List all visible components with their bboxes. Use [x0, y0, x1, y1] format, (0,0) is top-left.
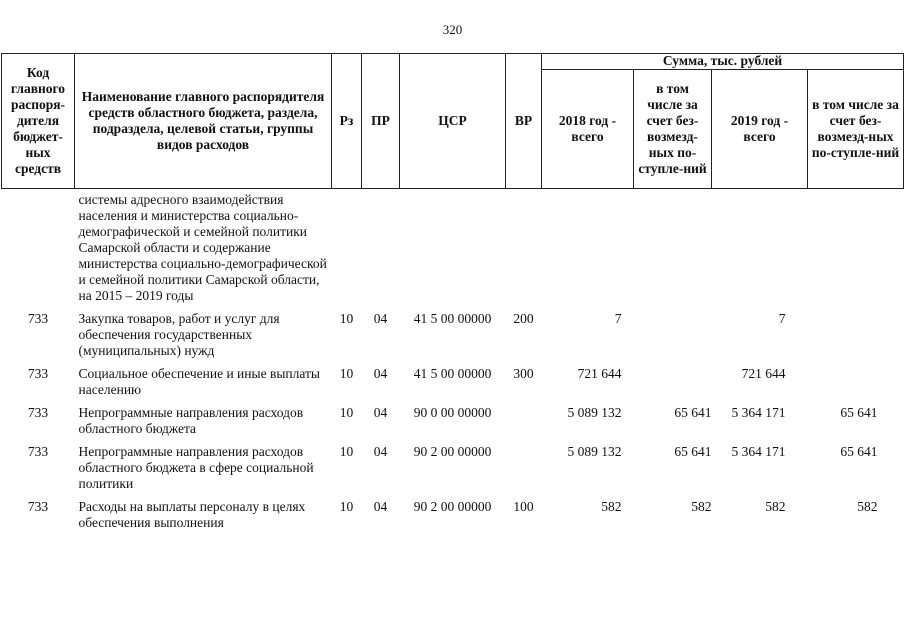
cell-vr	[506, 437, 542, 492]
cell-2018-grants	[634, 304, 712, 359]
table-row	[2, 492, 904, 531]
cell-code: 733	[27, 405, 49, 420]
header-pr: ПР	[362, 54, 400, 189]
header-2018-total: 2018 год - всего	[542, 70, 634, 189]
cell-vr	[506, 398, 542, 437]
cell-2019-total: 7	[778, 311, 786, 326]
cell-2019-total: 582	[765, 499, 786, 514]
table-body	[2, 189, 904, 532]
cell-2018-grants	[634, 189, 712, 305]
cell-2018-grants: 65 641	[674, 405, 712, 420]
cell-code: 733	[27, 444, 49, 459]
cell-2019-total: 5 364 171	[731, 405, 786, 420]
cell-vr: 100	[513, 499, 534, 514]
cell-csr: 90 2 00 00000	[413, 499, 492, 514]
cell-pr: 04	[373, 405, 388, 420]
cell-2019-total: 5 364 171	[731, 444, 786, 459]
cell-pr	[362, 189, 400, 305]
header-2019-grants: в том числе за счет без-возмезд-ных по-ступле-ний	[808, 70, 904, 189]
header-2018-grants: в том числе за счет без-возмезд-ных по-ступле-ний	[634, 70, 712, 189]
cell-name: Непрограммные направления расходов областного бюджета	[78, 405, 304, 436]
cell-2019-grants	[808, 189, 904, 305]
table-row	[2, 437, 904, 492]
cell-code: 733	[27, 366, 49, 381]
cell-vr: 200	[513, 311, 534, 326]
cell-rz: 10	[339, 405, 354, 420]
table-header	[2, 54, 904, 189]
cell-rz: 10	[339, 444, 354, 459]
cell-rz: 10	[339, 311, 354, 326]
cell-2018-grants: 582	[691, 499, 712, 514]
cell-2019-grants: 65 641	[840, 444, 878, 459]
cell-2018-grants: 65 641	[674, 444, 712, 459]
cell-2019-total: 721 644	[741, 366, 786, 381]
cell-name: системы адресного взаимодействия населения и министерства социально-демографической и семейной политики Самарской области и содержание министерства социально-демографической и семейной политики Самарской области, на 2015 – 2019 годы	[78, 192, 327, 303]
header-vr: ВР	[506, 54, 542, 189]
cell-2018-total: 721 644	[577, 366, 622, 381]
cell-csr: 41 5 00 00000	[413, 311, 492, 326]
cell-2018-total: 582	[601, 499, 622, 514]
cell-csr: 41 5 00 00000	[413, 366, 492, 381]
cell-name: Социальное обеспечение и иные выплаты населению	[78, 366, 320, 397]
cell-pr: 04	[373, 311, 388, 326]
budget-table	[1, 53, 904, 531]
cell-vr	[506, 189, 542, 305]
cell-2019-grants: 65 641	[840, 405, 878, 420]
cell-rz: 10	[339, 499, 354, 514]
header-rz: Рз	[332, 54, 362, 189]
cell-2019-grants	[808, 359, 904, 398]
cell-2018-total: 5 089 132	[567, 405, 622, 420]
cell-2018-grants	[634, 359, 712, 398]
header-csr: ЦСР	[400, 54, 506, 189]
header-sum-group: Сумма, тыс. рублей	[542, 54, 904, 70]
cell-code: 733	[27, 311, 49, 326]
cell-pr: 04	[373, 366, 388, 381]
cell-csr: 90 2 00 00000	[413, 444, 492, 459]
table-row	[2, 359, 904, 398]
table-row	[2, 304, 904, 359]
cell-csr	[400, 189, 506, 305]
cell-2018-total: 5 089 132	[567, 444, 622, 459]
page-number: 320	[442, 22, 463, 37]
cell-name: Закупка товаров, работ и услуг для обеспечения государственных (муниципальных) нужд	[78, 311, 280, 358]
cell-2018-total	[542, 189, 634, 305]
cell-csr: 90 0 00 00000	[413, 405, 492, 420]
header-name: Наименование главного распорядителя средств областного бюджета, раздела, подраздела, целевой статьи, группы видов расходов	[75, 54, 332, 189]
cell-name: Непрограммные направления расходов областного бюджета в сфере социальной политики	[78, 444, 314, 491]
cell-rz: 10	[339, 366, 354, 381]
cell-2019-grants: 582	[857, 499, 878, 514]
cell-vr: 300	[513, 366, 534, 381]
cell-code: 733	[27, 499, 49, 514]
cell-pr: 04	[373, 444, 388, 459]
cell-name: Расходы на выплаты персоналу в целях обеспечения выполнения	[78, 499, 306, 530]
cell-2018-total: 7	[614, 311, 622, 326]
cell-2019-total	[712, 189, 808, 305]
table-row	[2, 189, 904, 305]
cell-2019-grants	[808, 304, 904, 359]
cell-pr: 04	[373, 499, 388, 514]
table-row	[2, 398, 904, 437]
header-2019-total: 2019 год - всего	[712, 70, 808, 189]
header-code: Код главного распоря-дителя бюджет-ных средств	[2, 54, 75, 189]
cell-rz	[332, 189, 362, 305]
cell-code	[2, 189, 75, 305]
